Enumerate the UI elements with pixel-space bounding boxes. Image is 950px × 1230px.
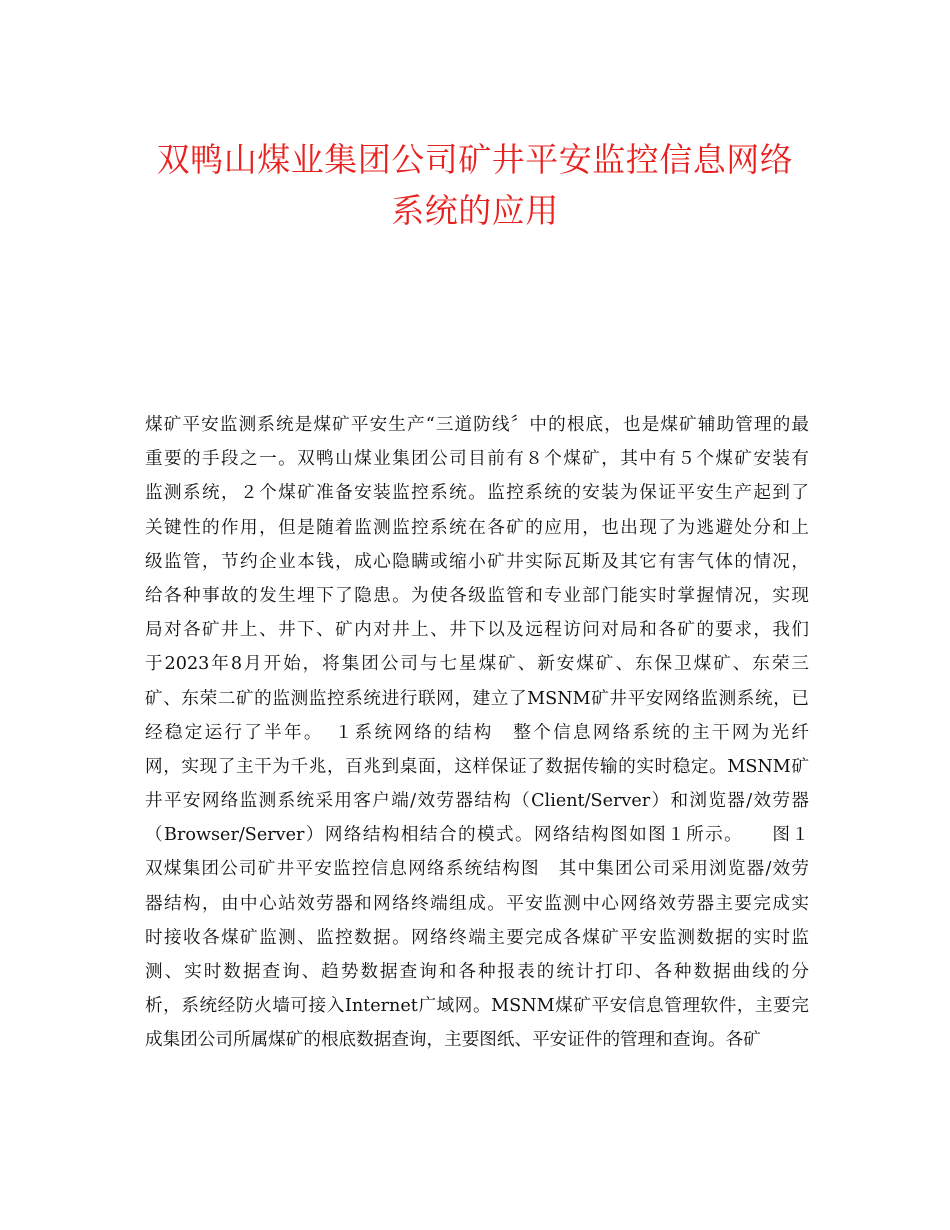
body-line: 测、实时数据查询、趋势数据查询和各种报表的统计打印、各种数据曲线的分: [145, 962, 809, 982]
body-line: 于2023年8月开始，将集团公司与七星煤矿、新安煤矿、东保卫煤矿、东荣三: [145, 654, 809, 675]
body-line: 经稳定运行了半年。 １系统网络的结构 整个信息网络系统的主干网为光纤: [145, 722, 809, 743]
body-line: 矿、东荣二矿的监测监控系统进行联网，建立了MSNM矿井平安网络监测系统，已: [145, 688, 809, 709]
body-line: 双煤集团公司矿井平安监控信息网络系统结构图 其中集团公司采用浏览器/效劳: [145, 859, 809, 880]
body-line: 关键性的作用，但是随着监测监控系统在各矿的应用，也出现了为逃避处分和上: [145, 517, 809, 538]
body-line: 析，系统经防火墙可接入Internet广域网。MSNM煤矿平安信息管理软件，主要完: [145, 996, 809, 1017]
body-line: 成集团公司所属煤矿的根底数据查询，主要图纸、平安证件的管理和查询。各矿: [145, 1030, 761, 1051]
body-line: （Browser/Server）网络结构相结合的模式。网络结构图如图１所示。 图１: [145, 825, 809, 846]
body-line: 给各种事故的发生埋下了隐患。为使各级监管和专业部门能实时掌握情况，实现: [145, 585, 809, 606]
document-title: [100, 134, 850, 236]
title-line-1: 双鸭山煤业集团公司矿井平安监控信息网络: [156, 140, 794, 179]
body-line: 重要的手段之一。双鸭山煤业集团公司目前有８个煤矿，其中有５个煤矿安装有: [145, 449, 809, 470]
document-body: [145, 408, 809, 1058]
title-line-2: 系统的应用: [391, 191, 559, 230]
body-line: 网，实现了主干为千兆，百兆到桌面，这样保证了数据传输的实时稳定。MSNM矿: [145, 756, 809, 777]
body-line: 局对各矿井上、井下、矿内对井上、井下以及远程访问对局和各矿的要求，我们: [145, 620, 809, 641]
body-line: 井平安网络监测系统采用客户端/效劳器结构（Client/Server）和浏览器/效劳器: [145, 791, 809, 812]
body-line: 时接收各煤矿监测、监控数据。网络终端主要完成各煤矿平安监测数据的实时监: [145, 927, 809, 948]
body-line: 监测系统，２个煤矿准备安装监控系统。监控系统的安装为保证平安生产起到了: [145, 483, 809, 504]
body-line: 器结构，由中心站效劳器和网络终端组成。平安监测中心网络效劳器主要完成实: [145, 893, 809, 914]
body-line: 级监管，节约企业本钱，成心隐瞒或缩小矿井实际瓦斯及其它有害气体的情况，: [145, 551, 809, 572]
body-line: 煤矿平安监测系统是煤矿平安生产“三道防线〞中的根底，也是煤矿辅助管理的最: [145, 415, 809, 435]
